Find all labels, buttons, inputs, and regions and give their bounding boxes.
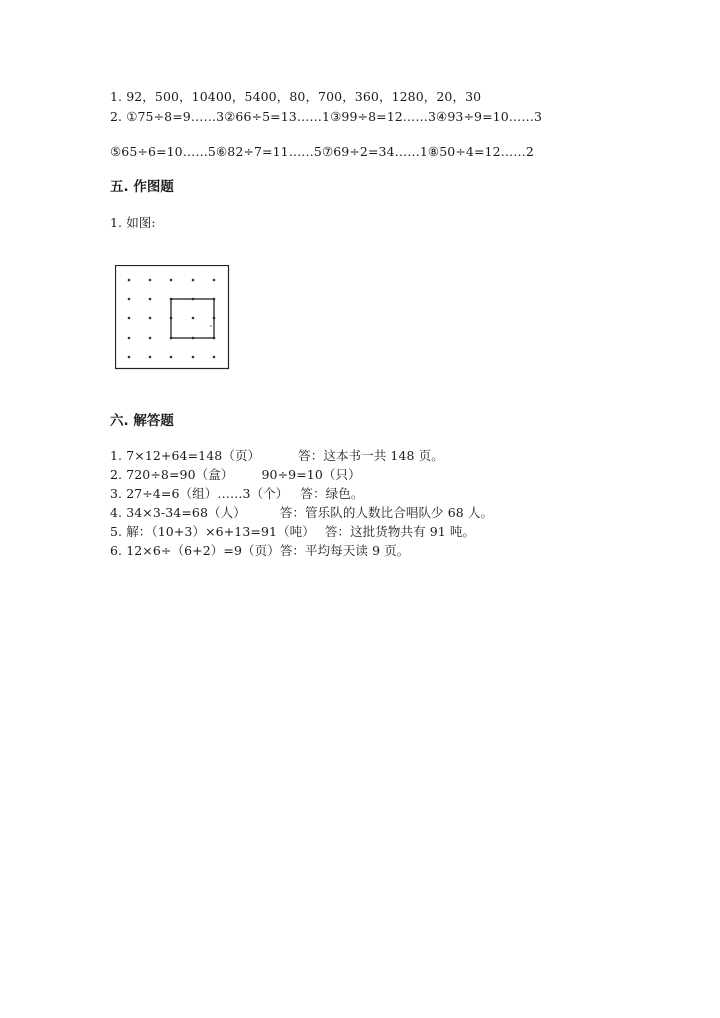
grid-dot bbox=[149, 279, 152, 282]
grid-dot bbox=[170, 356, 173, 359]
solution-1-equation: 1. 7×12+64=148（页） bbox=[110, 448, 261, 463]
grid-dot bbox=[192, 356, 195, 359]
grid-dot bbox=[170, 279, 173, 282]
solution-4-equation: 4. 34×3-34=68（人） bbox=[110, 505, 246, 520]
solution-6-answer: 答：平均每天读 9 页。 bbox=[279, 543, 410, 558]
solution-6-equation: 6. 12×6÷（6+2）=9（页） bbox=[110, 543, 280, 558]
grid-dot bbox=[149, 356, 152, 359]
grid-dot bbox=[149, 337, 152, 340]
grid-dot bbox=[192, 279, 195, 282]
solution-4 bbox=[110, 505, 493, 521]
grid-dot bbox=[149, 298, 152, 301]
section-5-item-1: 1. 如图: bbox=[110, 215, 156, 230]
grid-dot bbox=[128, 356, 131, 359]
grid-dot bbox=[128, 317, 131, 320]
solution-4-answer: 答：管乐队的人数比合唱队少 68 人。 bbox=[279, 505, 494, 520]
solution-6 bbox=[110, 543, 409, 559]
grid-dot bbox=[128, 337, 131, 340]
solution-2-answer: 90÷9=10（只） bbox=[261, 467, 361, 482]
solution-5 bbox=[110, 524, 475, 540]
solution-5-equation: 5. 解：（10+3）×6+13=91（吨） bbox=[110, 524, 315, 539]
solution-5-answer: 答：这批货物共有 91 吨。 bbox=[324, 524, 476, 539]
solution-3 bbox=[110, 486, 363, 502]
grid-dot bbox=[213, 356, 216, 359]
grid-dot bbox=[128, 279, 131, 282]
solution-3-answer: 答：绿色。 bbox=[300, 486, 364, 501]
solution-1-answer: 答：这本书一共 148 页。 bbox=[298, 448, 444, 463]
dot-grid-figure bbox=[115, 265, 231, 371]
grid-dot bbox=[192, 317, 195, 320]
grid-frame bbox=[116, 266, 229, 369]
section-6-heading: 六. 解答题 bbox=[110, 413, 174, 429]
answer-line-2: 2. ①75÷8=9……3②66÷5=13……1③99÷8=12……3④93÷9=10……3 bbox=[110, 109, 543, 124]
grid-dot bbox=[213, 279, 216, 282]
section-5-heading: 五. 作图题 bbox=[110, 179, 174, 195]
grid-dot bbox=[128, 298, 131, 301]
answer-line-1: 1. 92，500，10400，5400，80，700，360，1280，20，30 bbox=[110, 89, 482, 104]
solution-2-equation: 2. 720÷8=90（盒） bbox=[110, 467, 234, 482]
solution-3-equation: 3. 27÷4=6（组）……3（个） bbox=[110, 486, 289, 501]
grid-dot bbox=[149, 317, 152, 320]
solution-1 bbox=[110, 448, 444, 464]
solution-2 bbox=[110, 467, 361, 483]
answer-line-3: ⑤65÷6=10……5⑥82÷7=11……5⑦69÷2=34……1⑧50÷4=12……2 bbox=[110, 144, 534, 159]
